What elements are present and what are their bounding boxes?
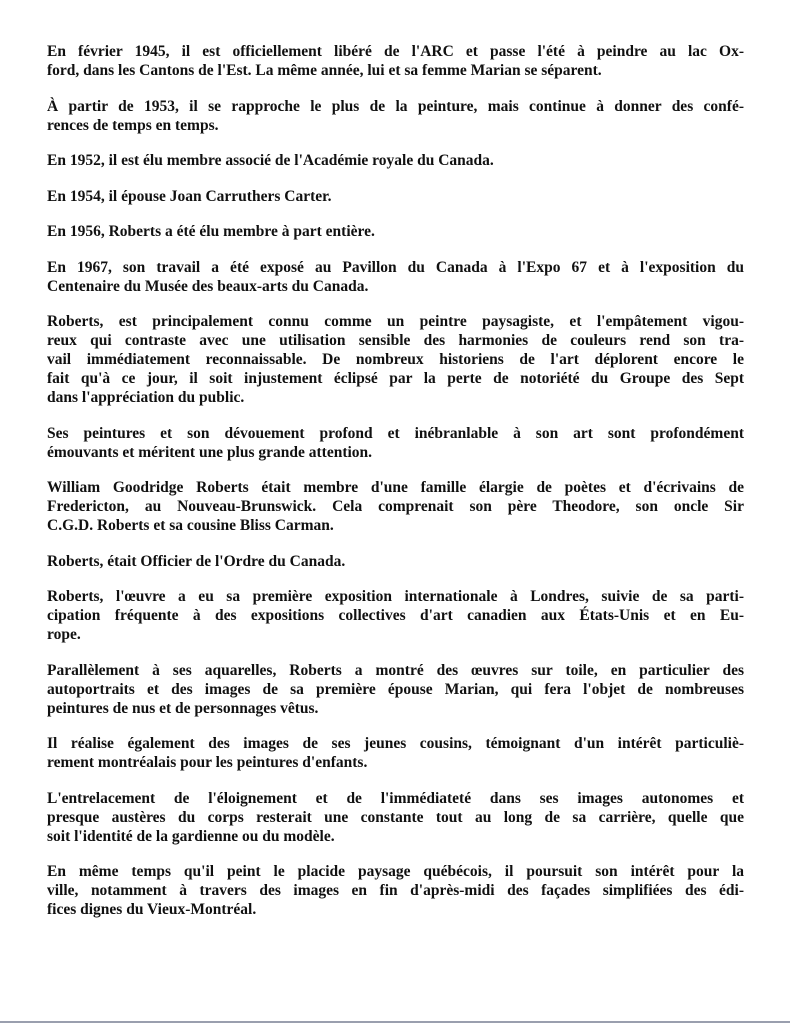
text-line: presque austères du corps resterait une constante tout au long de sa carrière, quelle que (47, 808, 744, 826)
text-line: ford, dans les Cantons de l'Est. La même année, lui et sa femme Marian se séparent. (47, 62, 602, 79)
text-line: Il réalise également des images de ses jeunes cousins, témoignant d'un intérêt particuliè- (47, 735, 744, 752)
text-line: À partir de 1953, il se rapproche le plus de la peinture, mais continue à donner des confé- (47, 97, 744, 115)
document-body (47, 42, 744, 936)
bottom-edge-line (0, 1021, 790, 1023)
text-line: Parallèlement à ses aquarelles, Roberts a montré des œuvres sur toile, en particulier des (47, 661, 744, 679)
paragraph (47, 97, 744, 135)
text-line: En 1952, il est élu membre associé de l'Académie royale du Canada. (47, 152, 494, 169)
text-line: Roberts, est principalement connu comme un peintre paysagiste, et l'empâtement vigou- (47, 313, 744, 330)
text-line: autoportraits et des images de sa première épouse Marian, qui fera l'objet de nombreuses (47, 680, 744, 698)
text-line: soit l'identité de la gardienne ou du modèle. (47, 827, 335, 845)
paragraph (47, 789, 744, 846)
paragraph (47, 42, 744, 80)
text-line: Roberts, était Officier de l'Ordre du Canada. (47, 552, 346, 570)
text-line: En février 1945, il est officiellement libéré de l'ARC et passe l'été à peindre au lac Ox- (47, 43, 744, 60)
text-line: fices dignes du Vieux-Montréal. (47, 901, 257, 918)
text-line: C.G.D. Roberts et sa cousine Bliss Carman. (47, 517, 334, 534)
text-line: rences de temps en temps. (47, 116, 219, 134)
text-line: Ses peintures et son dévouement profond et inébranlable à son art sont profondément (47, 424, 744, 442)
text-line: En même temps qu'il peint le placide paysage québécois, il poursuit son intérêt pour la (47, 863, 744, 880)
paragraph (47, 222, 744, 241)
paragraph (47, 424, 744, 462)
text-line: fait qu'à ce jour, il soit injustement éclipsé par la perte de notoriété du Groupe des Sept (47, 370, 744, 387)
text-line: Fredericton, au Nouveau-Brunswick. Cela comprenait son père Theodore, son oncle Sir (47, 498, 744, 515)
text-line: dans l'appréciation du public. (47, 389, 245, 406)
text-line: émouvants et méritent une plus grande attention. (47, 443, 373, 461)
text-line: En 1954, il épouse Joan Carruthers Carter. (47, 187, 332, 205)
paragraph (47, 478, 744, 535)
text-line: rope. (47, 626, 81, 643)
text-line: En 1967, son travail a été exposé au Pavillon du Canada à l'Expo 67 et à l'exposition du (47, 258, 744, 276)
paragraph (47, 187, 744, 206)
text-line: William Goodridge Roberts était membre d'une famille élargie de poètes et d'écrivains de (47, 479, 744, 496)
text-line: vail immédiatement reconnaissable. De nombreux historiens de l'art déplorent encore le (47, 351, 744, 368)
text-line: L'entrelacement de l'éloignement et de l'immédiateté dans ses images autonomes et (47, 789, 744, 807)
paragraph (47, 258, 744, 296)
paragraph (47, 661, 744, 718)
paragraph (47, 734, 744, 772)
text-line: peintures de nus et de personnages vêtus. (47, 699, 319, 717)
paragraph (47, 587, 744, 644)
text-line: ville, notamment à travers des images en fin d'après-midi des façades simplifiées des édi- (47, 882, 744, 899)
paragraph (47, 312, 744, 407)
text-line: reux qui contraste avec une utilisation sensible des harmonies de couleurs rend son tra- (47, 332, 744, 349)
text-line: En 1956, Roberts a été élu membre à part entière. (47, 223, 375, 240)
paragraph (47, 862, 744, 919)
text-line: Centenaire du Musée des beaux-arts du Canada. (47, 277, 369, 295)
text-line: cipation fréquente à des expositions collectives d'art canadien aux États-Unis et en Eu- (47, 607, 744, 624)
text-line: rement montréalais pour les peintures d'enfants. (47, 754, 368, 771)
paragraph (47, 552, 744, 571)
text-line: Roberts, l'œuvre a eu sa première exposition internationale à Londres, suivie de sa parti- (47, 588, 744, 605)
paragraph (47, 151, 744, 170)
